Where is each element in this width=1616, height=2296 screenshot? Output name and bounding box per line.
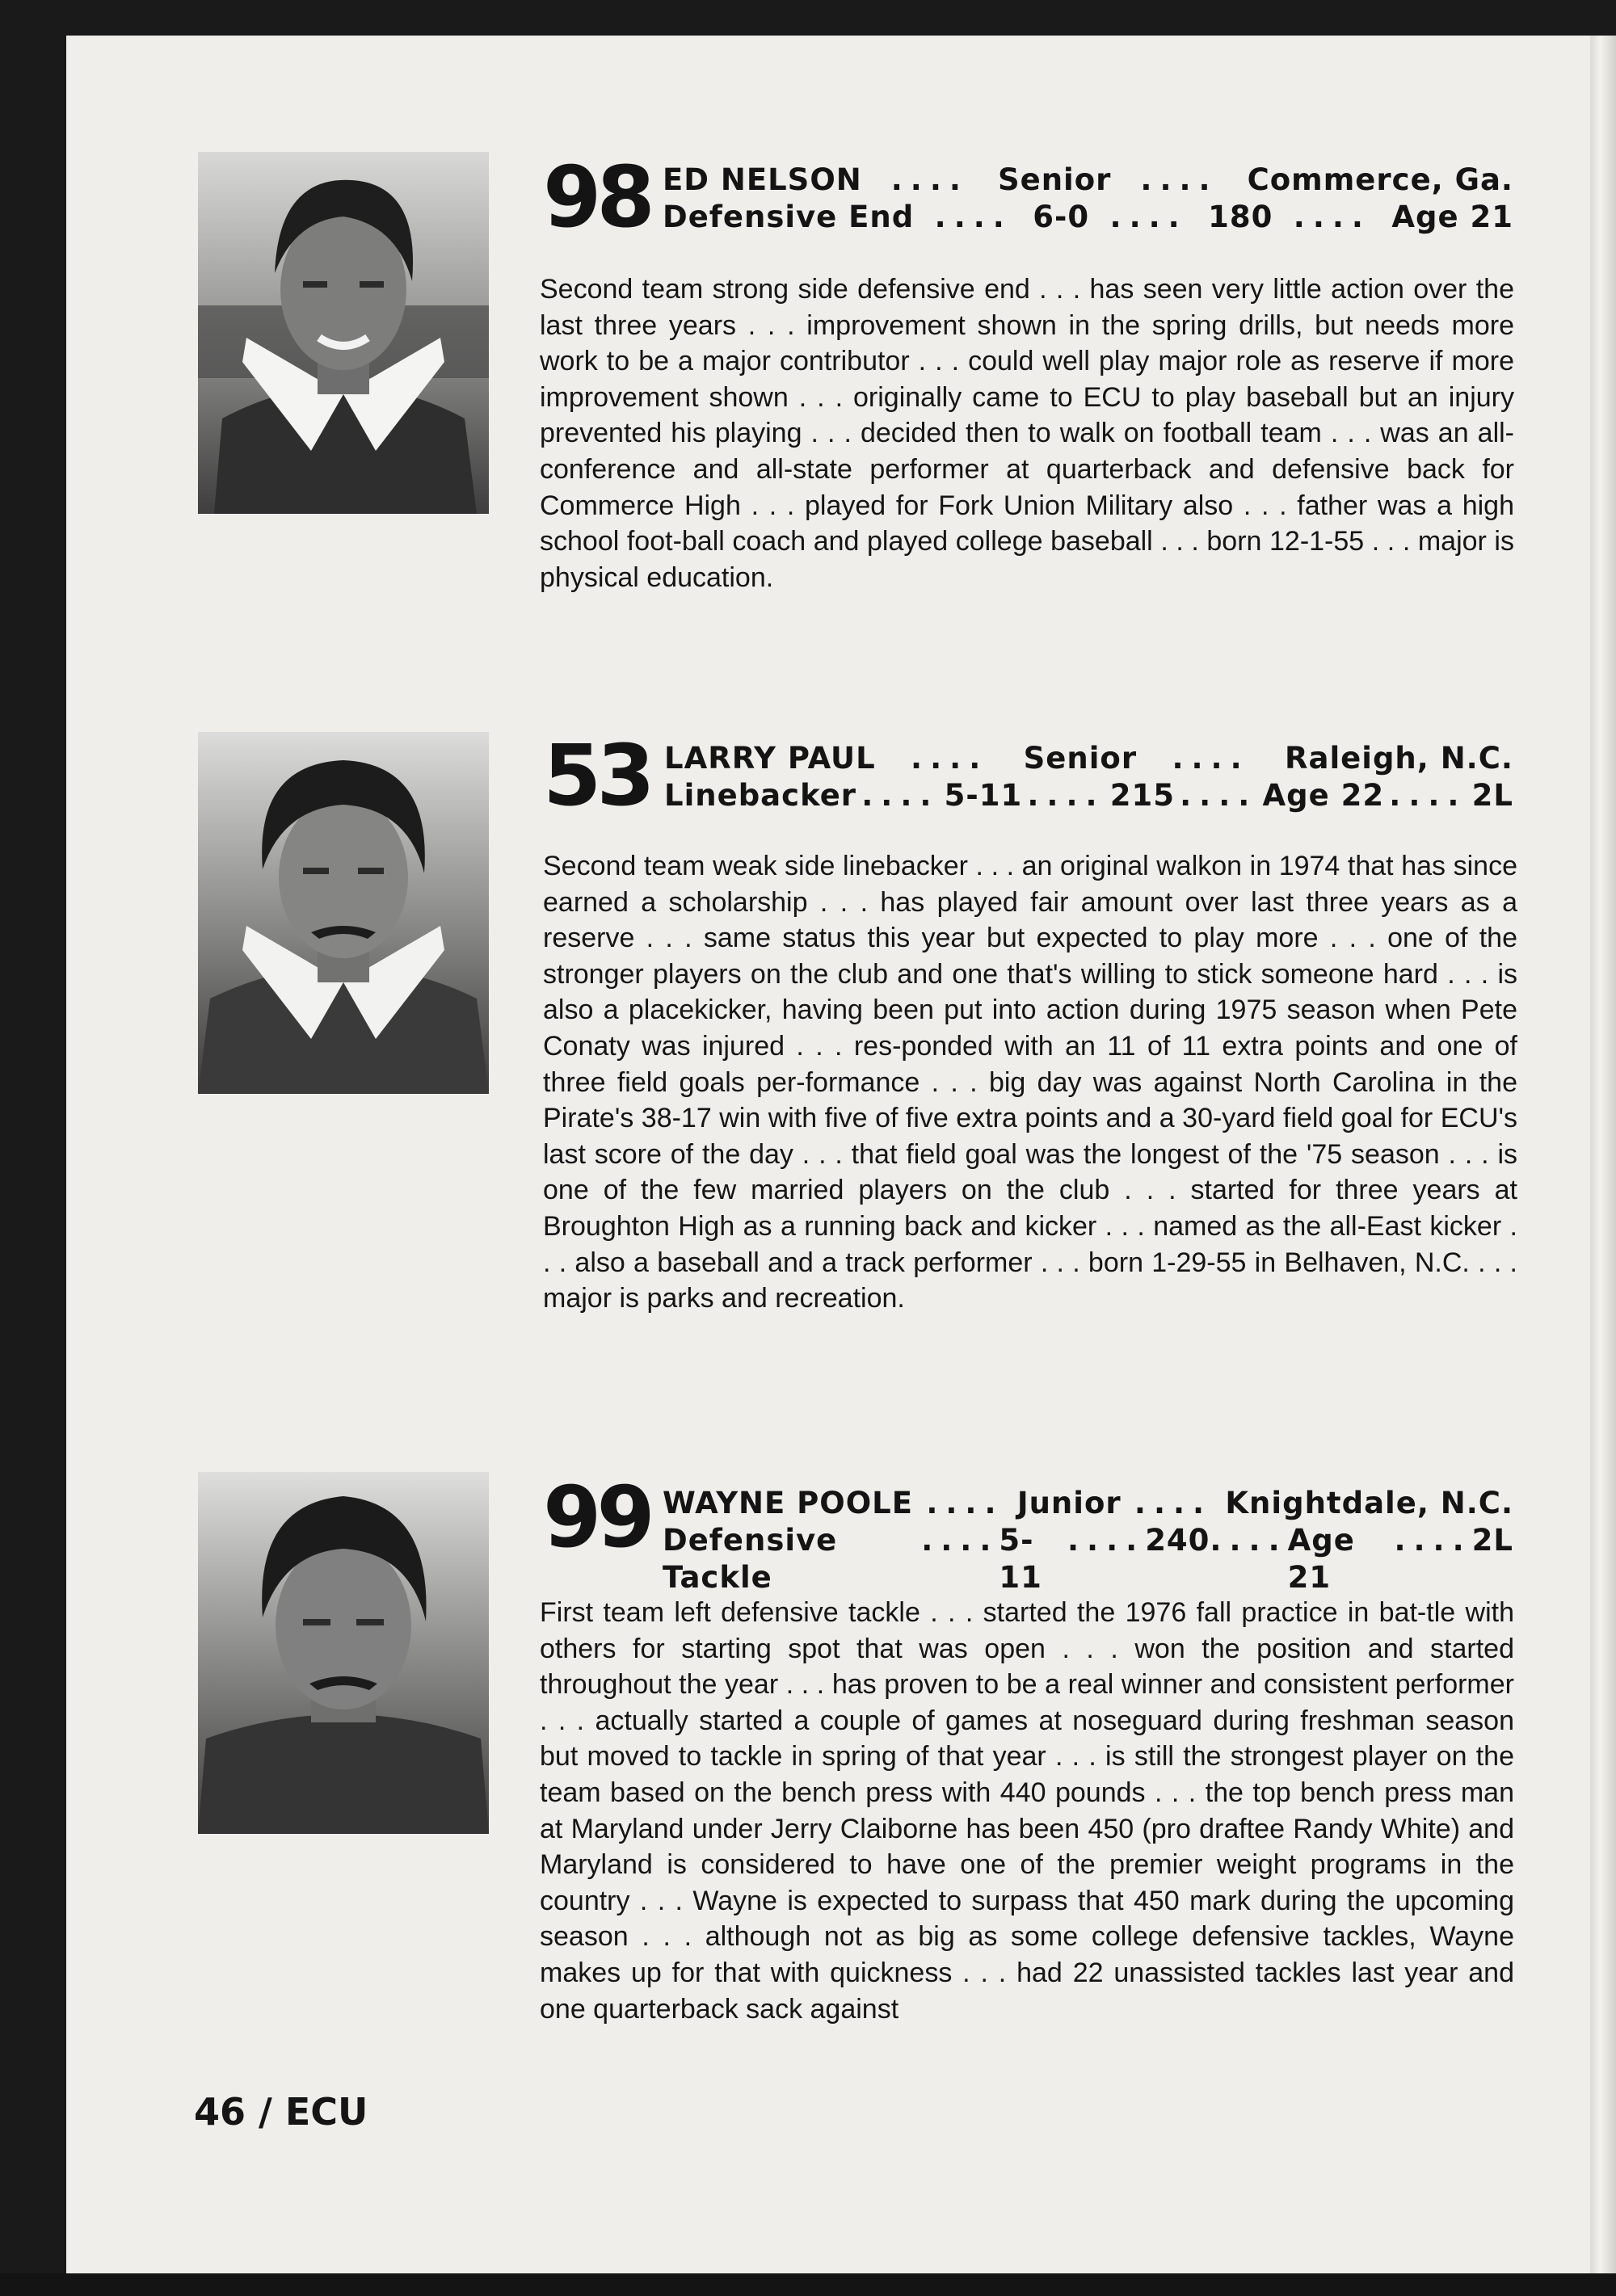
player-hometown: Raleigh, N.C. — [1285, 741, 1513, 776]
player-bio: First team left defensive tackle . . . started the 1976 fall practice in bat-tle with others for starting spot that was open . . . won the position and started throughout the year . . . has proven to be a real winner and consistent performer . . . actually started a couple of games at noseguard during freshman season but moved to tackle in spring of that year . . . is still the strongest player on the team based on the bench press with 440 pounds . . . the top bench press man at Maryland under Jerry Claiborne has been 450 (pro draftee Randy White) and Maryland is considered to have one of the premier weight programs in the country . . . Wayne is expected to surpass that 450 mark during the upcoming season . . . although not as big as some college defensive tackles, Wayne makes up for that with quickness . . . had 22 unassisted tackles last year and one quarterback sack against — [540, 1597, 1514, 2025]
player-name: LARRY PAUL — [664, 741, 876, 776]
player-class: Senior — [997, 162, 1112, 197]
player-age: Age 22 — [1262, 778, 1385, 813]
page-folio: 46 / ECU — [194, 2090, 368, 2134]
player-weight: 240 — [1145, 1523, 1210, 1558]
scan-border — [0, 2273, 1616, 2296]
player-height: 5-11 — [999, 1523, 1042, 1595]
player-age: Age 21 — [1287, 1523, 1355, 1595]
player-photo-poole — [198, 1472, 489, 1834]
player-hometown: Knightdale, N.C. — [1225, 1486, 1513, 1520]
player-hometown: Commerce, Ga. — [1247, 162, 1513, 197]
player-photo-paul — [198, 732, 489, 1094]
jersey-number: 53 — [543, 726, 650, 825]
player-position: Defensive End — [663, 200, 915, 234]
player-height: 6-0 — [1033, 200, 1090, 234]
player-header-line-1: LARRY PAUL .... Senior .... Raleigh, N.C. — [664, 741, 1513, 776]
player-header-line-2: Defensive Tackle .... 5-11 .... 240 .... Age 21 .... 2L — [663, 1523, 1513, 1595]
player-name: ED NELSON — [663, 162, 862, 197]
player-weight: 215 — [1109, 778, 1175, 813]
player-bio: Second team strong side defensive end . . . has seen very little action over the last three years . . . improvement shown in the spring drills, but needs more work to be a major contributor . . . could well play major role as reserve if more improvement shown . . . originally came to ECU to play baseball but an injury prevented his playing . . . decided then to walk on football team . . . was an all-conference and all-state performer at quarterback and defensive back for Commerce High . . . played for Fork Union Military also . . . father was a high school foot-ball coach and played college baseball . . . born 12-1-55 . . . major is physical education. — [540, 274, 1514, 593]
player-age: Age 21 — [1391, 200, 1513, 234]
player-header-line-2: Linebacker .... 5-11 .... 215 .... Age 22 .... 2L — [664, 778, 1513, 813]
player-letters: 2L — [1471, 778, 1513, 813]
player-bio: Second team weak side linebacker . . . an original walkon in 1974 that has since earned a scholarship . . . has played fair amount over last three years as a reserve . . . same status this year but expected to play more . . . one of the stronger players on the club and one that's willing to stick someone hard . . . is also a placekicker, having been put into action during 1975 season when Pete Conaty was injured . . . res-ponded with an 11 of 11 extra points and one of three field goals per-formance . . . big day was against North Carolina in the Pirate's 38-17 win with five of five extra points and a 30-yard field goal for ECU's last score of the day . . . that field goal was the longest of the '75 season . . . is one of the few married players on the club . . . started for three years at Broughton High as a running back and kicker . . . named as the all-East kicker . . . also a baseball and a track performer . . . born 1-29-55 in Belhaven, N.C. . . . major is parks and recreation. — [543, 851, 1517, 1314]
player-photo-nelson — [198, 152, 489, 514]
player-height: 5-11 — [944, 778, 1023, 813]
player-class: Senior — [1023, 741, 1138, 776]
player-position: Linebacker — [664, 778, 857, 813]
player-class: Junior — [1016, 1486, 1122, 1520]
player-weight: 180 — [1208, 200, 1273, 234]
player-header-line-2: Defensive End .... 6-0 .... 180 .... Age 21 — [663, 200, 1513, 234]
player-letters: 2L — [1471, 1523, 1513, 1558]
player-header-line-1: WAYNE POOLE .... Junior .... Knightdale, N.C. — [663, 1486, 1513, 1520]
player-position: Defensive Tackle — [663, 1523, 838, 1595]
book-spine — [1590, 36, 1616, 2273]
player-name: WAYNE POOLE — [663, 1486, 914, 1520]
player-header-line-1: ED NELSON .... Senior .... Commerce, Ga. — [663, 162, 1513, 197]
jersey-number: 98 — [543, 148, 650, 246]
jersey-number: 99 — [543, 1468, 650, 1566]
